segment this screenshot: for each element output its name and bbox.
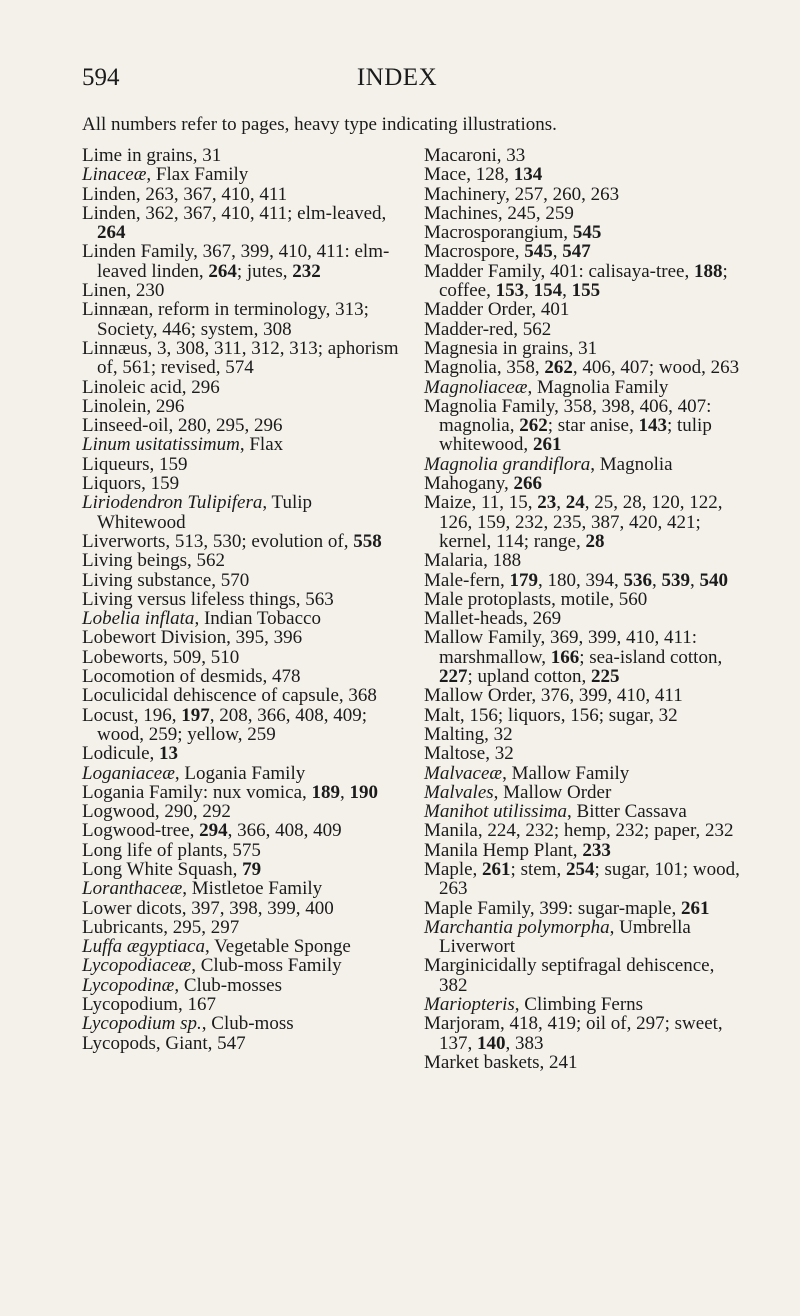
index-entry — [82, 204, 400, 243]
illustration-page: 266 — [513, 473, 543, 495]
illustration-page: 166 — [550, 646, 580, 668]
index-entry — [424, 165, 742, 184]
index-entry — [82, 339, 400, 378]
entry-text: Maize, 11, 15, — [424, 492, 538, 514]
entry-text: Malaria, 188 — [424, 550, 522, 572]
entry-text: Malt, 156; liquors, 156; sugar, 32 — [424, 704, 678, 726]
entry-text: Macrospore, — [424, 241, 525, 263]
illustration-page: 261 — [532, 434, 562, 456]
entry-text: Linnæan, reform in terminology, 313; Society, 446; system, 308 — [82, 299, 369, 340]
index-entry — [424, 899, 742, 918]
entry-text: ; sea-island cotton, — [579, 646, 723, 668]
index-entry — [82, 918, 400, 937]
entry-text: , Climbing Ferns — [514, 994, 644, 1016]
entry-text: ; tulip whitewood, — [439, 415, 712, 456]
italic-term: Lobelia inflata — [82, 608, 195, 630]
illustration-page: 540 — [699, 569, 728, 591]
italic-term: Lycopodium sp. — [82, 1013, 202, 1035]
entry-text: ; star anise, — [547, 415, 639, 437]
index-entry — [424, 706, 742, 725]
entry-text: Locomotion of desmids, 478 — [82, 666, 301, 688]
entry-text: Macrosporangium, — [424, 222, 573, 244]
entry-text: Lubricants, 295, 297 — [82, 916, 240, 938]
entry-text: , Club-moss — [201, 1013, 294, 1035]
entry-text: Madder-red, 562 — [424, 318, 552, 340]
italic-term: Mariopteris — [424, 994, 515, 1016]
entry-text: Mace, 128, — [424, 164, 514, 186]
illustration-page: 134 — [513, 164, 543, 186]
illustration-page: 261 — [680, 897, 710, 919]
entry-text: Lodicule, — [82, 743, 160, 765]
index-entry — [82, 493, 400, 532]
entry-text: , — [689, 569, 700, 591]
entry-text: Linseed-oil, 280, 295, 296 — [82, 415, 283, 437]
entry-text: , Mallow Family — [502, 762, 630, 784]
italic-term: Lycopodiaceæ — [82, 955, 192, 977]
illustration-page: 232 — [292, 260, 321, 282]
entry-text: , Magnolia — [590, 453, 673, 475]
page-number: 594 — [82, 64, 120, 91]
entry-text: Mallet-heads, 269 — [424, 608, 562, 630]
illustration-page: 154 — [533, 280, 563, 302]
entry-text: Long life of plants, 575 — [82, 839, 261, 861]
index-entry — [424, 1014, 742, 1053]
index-entry — [424, 204, 742, 223]
entry-text: , Umbrella Liverwort — [439, 916, 691, 958]
entry-text: , Flax — [239, 434, 284, 456]
index-entry — [424, 300, 742, 319]
illustration-page: 225 — [590, 666, 620, 688]
entry-text: Male protoplasts, motile, 560 — [424, 588, 648, 610]
illustration-page: 190 — [349, 781, 379, 803]
entry-text: Linden Family, 367, 399, 410, 411: elm-leaved linden, — [82, 241, 390, 282]
index-entry — [82, 764, 400, 783]
index-entry — [424, 918, 742, 957]
entry-text: , — [556, 492, 566, 514]
index-entry — [424, 551, 742, 570]
illustration-page: 79 — [242, 858, 262, 880]
index-entry — [424, 320, 742, 339]
entry-text: Logwood, 290, 292 — [82, 801, 231, 823]
illustration-page: 24 — [565, 492, 585, 514]
entry-text: , Vegetable Sponge — [204, 936, 351, 958]
entry-text: Mallow Family, 369, 399, 410, 411: marshmallow, — [424, 627, 698, 668]
entry-text: Machines, 245, 259 — [424, 202, 574, 224]
italic-term: Lycopodinæ — [82, 974, 175, 996]
illustration-page: 545 — [524, 241, 553, 263]
entry-text: Linoleic acid, 296 — [82, 376, 220, 398]
entry-text: ; jutes, — [236, 260, 293, 282]
italic-term: Loganiaceæ — [82, 762, 175, 784]
entry-text: , Bitter Cassava — [567, 801, 687, 823]
index-entry — [424, 956, 742, 995]
index-entry — [82, 378, 400, 397]
entry-text: Machinery, 257, 260, 263 — [424, 183, 620, 205]
entry-text: , Flax Family — [146, 164, 249, 186]
entry-text: Madder Family, 401: calisaya-tree, — [424, 260, 694, 282]
entry-text: Lime in grains, 31 — [82, 145, 222, 166]
entry-text: ; sugar, 101; wood, 263 — [439, 858, 740, 900]
index-column-right — [424, 146, 742, 1072]
index-entry — [82, 571, 400, 590]
illustration-page: 264 — [208, 260, 237, 282]
entry-text: , Club-mosses — [174, 974, 283, 996]
entry-text: , 366, 408, 409 — [227, 820, 342, 842]
entry-text: Living versus lifeless things, 563 — [82, 588, 334, 610]
index-entry — [82, 744, 400, 763]
index-entry — [424, 358, 742, 377]
index-entry — [82, 802, 400, 821]
illustration-page: 264 — [97, 222, 126, 244]
illustration-page: 227 — [439, 666, 468, 688]
index-entry — [424, 821, 742, 840]
italic-term: Manihot utilissima — [424, 801, 568, 823]
index-entry — [424, 860, 742, 899]
entry-text: Linolein, 296 — [82, 395, 185, 417]
entry-text: , — [651, 569, 662, 591]
entry-text: , Indian Tobacco — [194, 608, 321, 630]
entry-text: Mallow Order, 376, 399, 410, 411 — [424, 685, 683, 707]
index-entry — [82, 976, 400, 995]
entry-text: Mahogany, — [424, 473, 514, 495]
index-entry — [424, 783, 742, 802]
index-entry — [82, 995, 400, 1014]
entry-text: , Magnolia Family — [527, 376, 669, 398]
index-entry — [82, 300, 400, 339]
illustration-page: 536 — [623, 569, 652, 591]
illustration-page: 558 — [353, 530, 382, 552]
illustration-page: 262 — [519, 415, 548, 437]
entry-text: Living beings, 562 — [82, 550, 226, 572]
index-entry — [82, 609, 400, 628]
index-entry — [82, 860, 400, 879]
index-entry — [424, 146, 742, 165]
illustration-page: 188 — [693, 260, 723, 282]
italic-term: Magnolia grandiflora — [424, 453, 591, 475]
index-entry — [82, 937, 400, 956]
illustration-page: 28 — [585, 530, 605, 552]
entry-text: Liqueurs, 159 — [82, 453, 188, 475]
entry-text: Lobeworts, 509, 510 — [82, 646, 240, 668]
entry-text: Maltose, 32 — [424, 743, 514, 765]
entry-text: Lycopodium, 167 — [82, 994, 217, 1016]
illustration-page: 261 — [482, 858, 511, 880]
index-entry — [424, 397, 742, 455]
italic-term: Linum usitatissimum — [82, 434, 240, 456]
index-entry — [82, 667, 400, 686]
italic-term: Malvales — [424, 781, 494, 803]
index-entry — [424, 339, 742, 358]
illustration-page: 179 — [509, 569, 538, 591]
entry-text: ; coffee, — [439, 260, 728, 302]
entry-text: Logania Family: nux vomica, — [82, 781, 312, 803]
italic-term: Liriodendron Tulipifera — [82, 492, 263, 514]
italic-term: Malvaceæ — [424, 762, 503, 784]
index-entry — [82, 956, 400, 975]
entry-text: , — [524, 280, 534, 302]
index-entry — [82, 474, 400, 493]
index-entry — [424, 841, 742, 860]
index-entry — [82, 879, 400, 898]
index-entry — [82, 1034, 400, 1053]
italic-term: Linaceæ — [82, 164, 147, 186]
illustration-page: 262 — [544, 357, 573, 379]
entry-text: Manila Hemp Plant, — [424, 839, 583, 861]
italic-term: Loranthaceæ — [82, 878, 183, 900]
index-entry — [424, 185, 742, 204]
entry-text: ; upland cotton, — [467, 666, 591, 688]
index-entry — [82, 455, 400, 474]
page-title: INDEX — [356, 64, 438, 91]
entry-text: , 406, 407; wood, 263 — [572, 357, 740, 379]
entry-text: , Club-moss Family — [191, 955, 342, 977]
entry-text: , Tulip Whitewood — [97, 492, 313, 533]
index-entry — [82, 416, 400, 435]
index-entry — [424, 242, 742, 261]
index-entry — [82, 590, 400, 609]
index-entry — [82, 242, 400, 281]
index-entry — [424, 455, 742, 474]
index-entry — [82, 899, 400, 918]
index-entry — [82, 783, 400, 802]
entry-text: , 180, 394, — [537, 569, 624, 591]
illustration-page: 153 — [495, 280, 525, 302]
entry-text: Logwood-tree, — [82, 820, 200, 842]
entry-text: Lower dicots, 397, 398, 399, 400 — [82, 897, 334, 919]
entry-text: Locust, 196, — [82, 704, 182, 726]
entry-text: Magnesia in grains, 31 — [424, 337, 598, 359]
entry-text: Liverworts, 513, 530; evolution of, — [82, 530, 354, 552]
index-entry — [424, 262, 742, 301]
entry-text: Magnolia, 358, — [424, 357, 545, 379]
illustration-page: 143 — [638, 415, 667, 437]
entry-text: , Mallow Order — [493, 781, 612, 803]
entry-text: Long White Squash, — [82, 858, 243, 880]
index-entry — [424, 744, 742, 763]
index-entry — [424, 609, 742, 628]
entry-text: , 383 — [505, 1032, 544, 1054]
illustration-page: 13 — [159, 743, 179, 765]
index-entry — [82, 435, 400, 454]
index-note: All numbers refer to pages, heavy type indicating illustrations. — [82, 114, 557, 135]
illustration-page: 23 — [537, 492, 557, 514]
index-entry — [82, 628, 400, 647]
index-entry — [424, 802, 742, 821]
entry-text: , 208, 366, 408, 409; wood, 259; yellow, 259 — [97, 704, 367, 745]
index-entry — [424, 628, 742, 686]
page-header — [82, 64, 712, 96]
entry-text: Maple, — [424, 858, 483, 880]
entry-text: Lycopods, Giant, 547 — [82, 1032, 246, 1054]
illustration-page: 545 — [572, 222, 602, 244]
illustration-page: 189 — [311, 781, 341, 803]
italic-term: Magnoliaceæ — [424, 376, 528, 398]
entry-text: Macaroni, 33 — [424, 145, 526, 166]
illustration-page: 254 — [565, 858, 595, 880]
index-entry — [82, 706, 400, 745]
entry-text: Manila, 224, 232; hemp, 232; paper, 232 — [424, 820, 734, 842]
index-entry — [424, 686, 742, 705]
index-entry — [82, 185, 400, 204]
index-entry — [82, 686, 400, 705]
entry-text: , Mistletoe Family — [182, 878, 323, 900]
index-entry — [82, 648, 400, 667]
index-entry — [82, 1014, 400, 1033]
entry-text: Male-fern, — [424, 569, 510, 591]
illustration-page: 294 — [199, 820, 228, 842]
index-entry — [424, 474, 742, 493]
italic-term: Luffa ægyptiaca — [82, 936, 205, 958]
index-entry — [82, 821, 400, 840]
entry-text: Lobewort Division, 395, 396 — [82, 627, 303, 649]
entry-text: Linden, 263, 367, 410, 411 — [82, 183, 288, 205]
index-entry — [82, 841, 400, 860]
entry-text: Magnolia Family, 358, 398, 406, 407: magnolia, — [424, 395, 712, 437]
index-entry — [424, 571, 742, 590]
entry-text: , 25, 28, 120, 122, 126, 159, 232, 235, 387, 420, 421; kernel, 114; range, — [439, 492, 723, 552]
index-entry — [82, 532, 400, 551]
index-entry — [424, 223, 742, 242]
entry-text: Linen, 230 — [82, 280, 165, 302]
index-entry — [424, 995, 742, 1014]
index-entry — [82, 165, 400, 184]
index-column-left — [82, 146, 400, 1053]
entry-text: ; stem, — [510, 858, 566, 880]
entry-text: , — [340, 781, 350, 803]
entry-text: Maple Family, 399: sugar-maple, — [424, 897, 681, 919]
index-entry — [424, 764, 742, 783]
entry-text: Malting, 32 — [424, 723, 513, 745]
index-entry — [424, 378, 742, 397]
entry-text: Living substance, 570 — [82, 569, 250, 591]
illustration-page: 547 — [562, 241, 591, 263]
entry-text: Marginicidally septifragal dehiscence, 382 — [424, 955, 715, 996]
italic-term: Marchantia polymorpha — [424, 916, 610, 938]
index-entry — [82, 146, 400, 165]
entry-text: Loculicidal dehiscence of capsule, 368 — [82, 685, 377, 707]
entry-text: Linden, 362, 367, 410, 411; elm-leaved, — [82, 202, 387, 224]
entry-text: Marjoram, 418, 419; oil of, 297; sweet, 137, — [424, 1013, 723, 1054]
entry-text: , — [562, 280, 572, 302]
index-entry — [424, 590, 742, 609]
entry-text: Madder Order, 401 — [424, 299, 570, 321]
index-entry — [424, 493, 742, 551]
illustration-page: 155 — [571, 280, 601, 302]
illustration-page: 140 — [477, 1032, 506, 1054]
illustration-page: 197 — [181, 704, 210, 726]
index-entry — [82, 397, 400, 416]
index-entry — [424, 1053, 742, 1072]
index-entry — [82, 551, 400, 570]
entry-text: Liquors, 159 — [82, 473, 180, 495]
index-entry — [424, 725, 742, 744]
entry-text: , Logania Family — [174, 762, 306, 784]
entry-text: Market baskets, 241 — [424, 1051, 578, 1073]
entry-text: Linnæus, 3, 308, 311, 312, 313; aphorism of, 561; revised, 574 — [82, 337, 399, 379]
illustration-page: 233 — [582, 839, 611, 861]
illustration-page: 539 — [661, 569, 690, 591]
entry-text: , — [552, 241, 563, 263]
index-entry — [82, 281, 400, 300]
